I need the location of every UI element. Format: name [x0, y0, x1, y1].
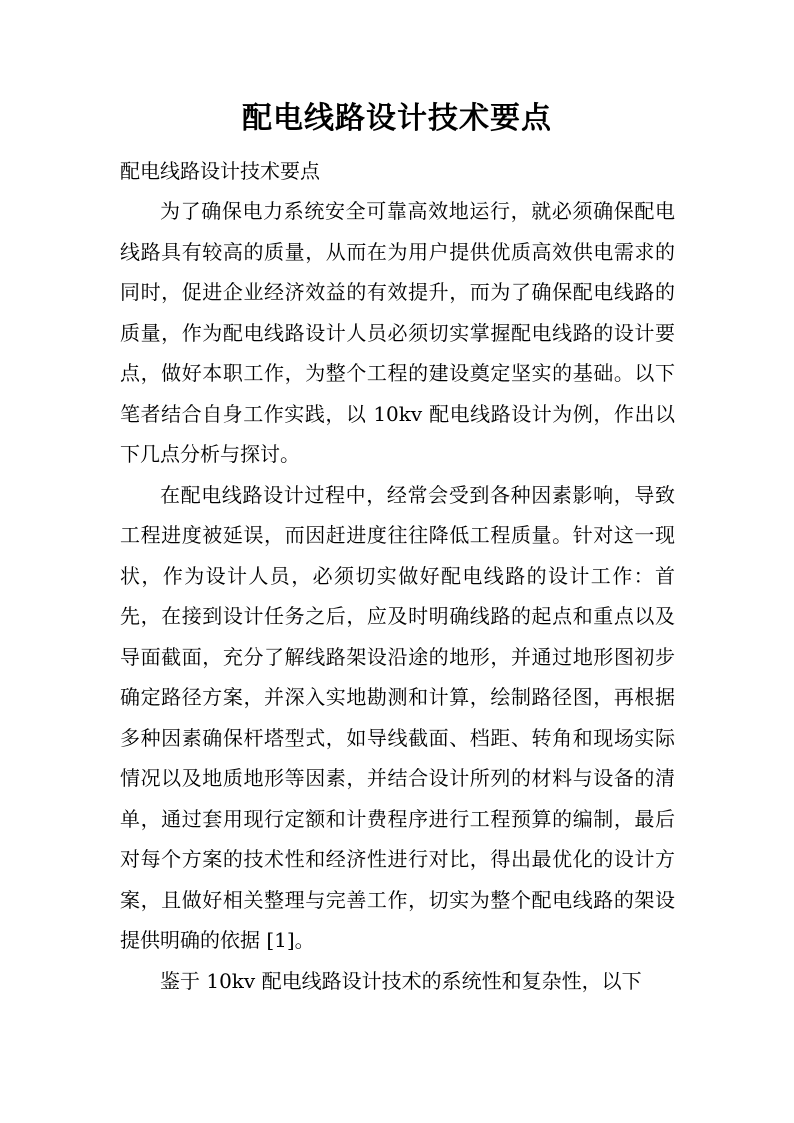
document-body — [120, 191, 675, 1001]
body-paragraph: 在配电线路设计过程中，经常会受到各种因素影响，导致工程进度被延误，而因赶进度往往降低工程质量。针对这一现状，作为设计人员，必须切实做好配电线路的设计工作：首先，在接到设计任务之后，应及时明确线路的起点和重点以及导面截面，充分了解线路架设沿途的地形，并通过地形图初步确定路径方案，并深入实地勘测和计算，绘制路径图，再根据多种因素确保杆塔型式，如导线截面、档距、转角和现场实际情况以及地质地形等因素，并结合设计所列的材料与设备的清单，通过套用现行定额和计费程序进行工程预算的编制，最后对每个方案的技术性和经济性进行对比，得出最优化的设计方案，且做好相关整理与完善工作，切实为整个配电线路的架设提供明确的依据 [1]。 — [120, 482, 675, 952]
document-subtitle: 配电线路设计技术要点 — [120, 159, 320, 183]
body-paragraph: 为了确保电力系统安全可靠高效地运行，就必须确保配电线路具有较高的质量，从而在为用户提供优质高效供电需求的同时，促进企业经济效益的有效提升，而为了确保配电线路的质量，作为配电线路设计人员必须切实掌握配电线路的设计要点，做好本职工作，为整个工程的建设奠定坚实的基础。以下笔者结合自身工作实践，以 10kv 配电线路设计为例，作出以下几点分析与探讨。 — [120, 199, 675, 466]
body-paragraph: 鉴于 10kv 配电线路设计技术的系统性和复杂性，以下 — [160, 968, 642, 993]
document-title: 配电线路设计技术要点 — [242, 101, 552, 136]
